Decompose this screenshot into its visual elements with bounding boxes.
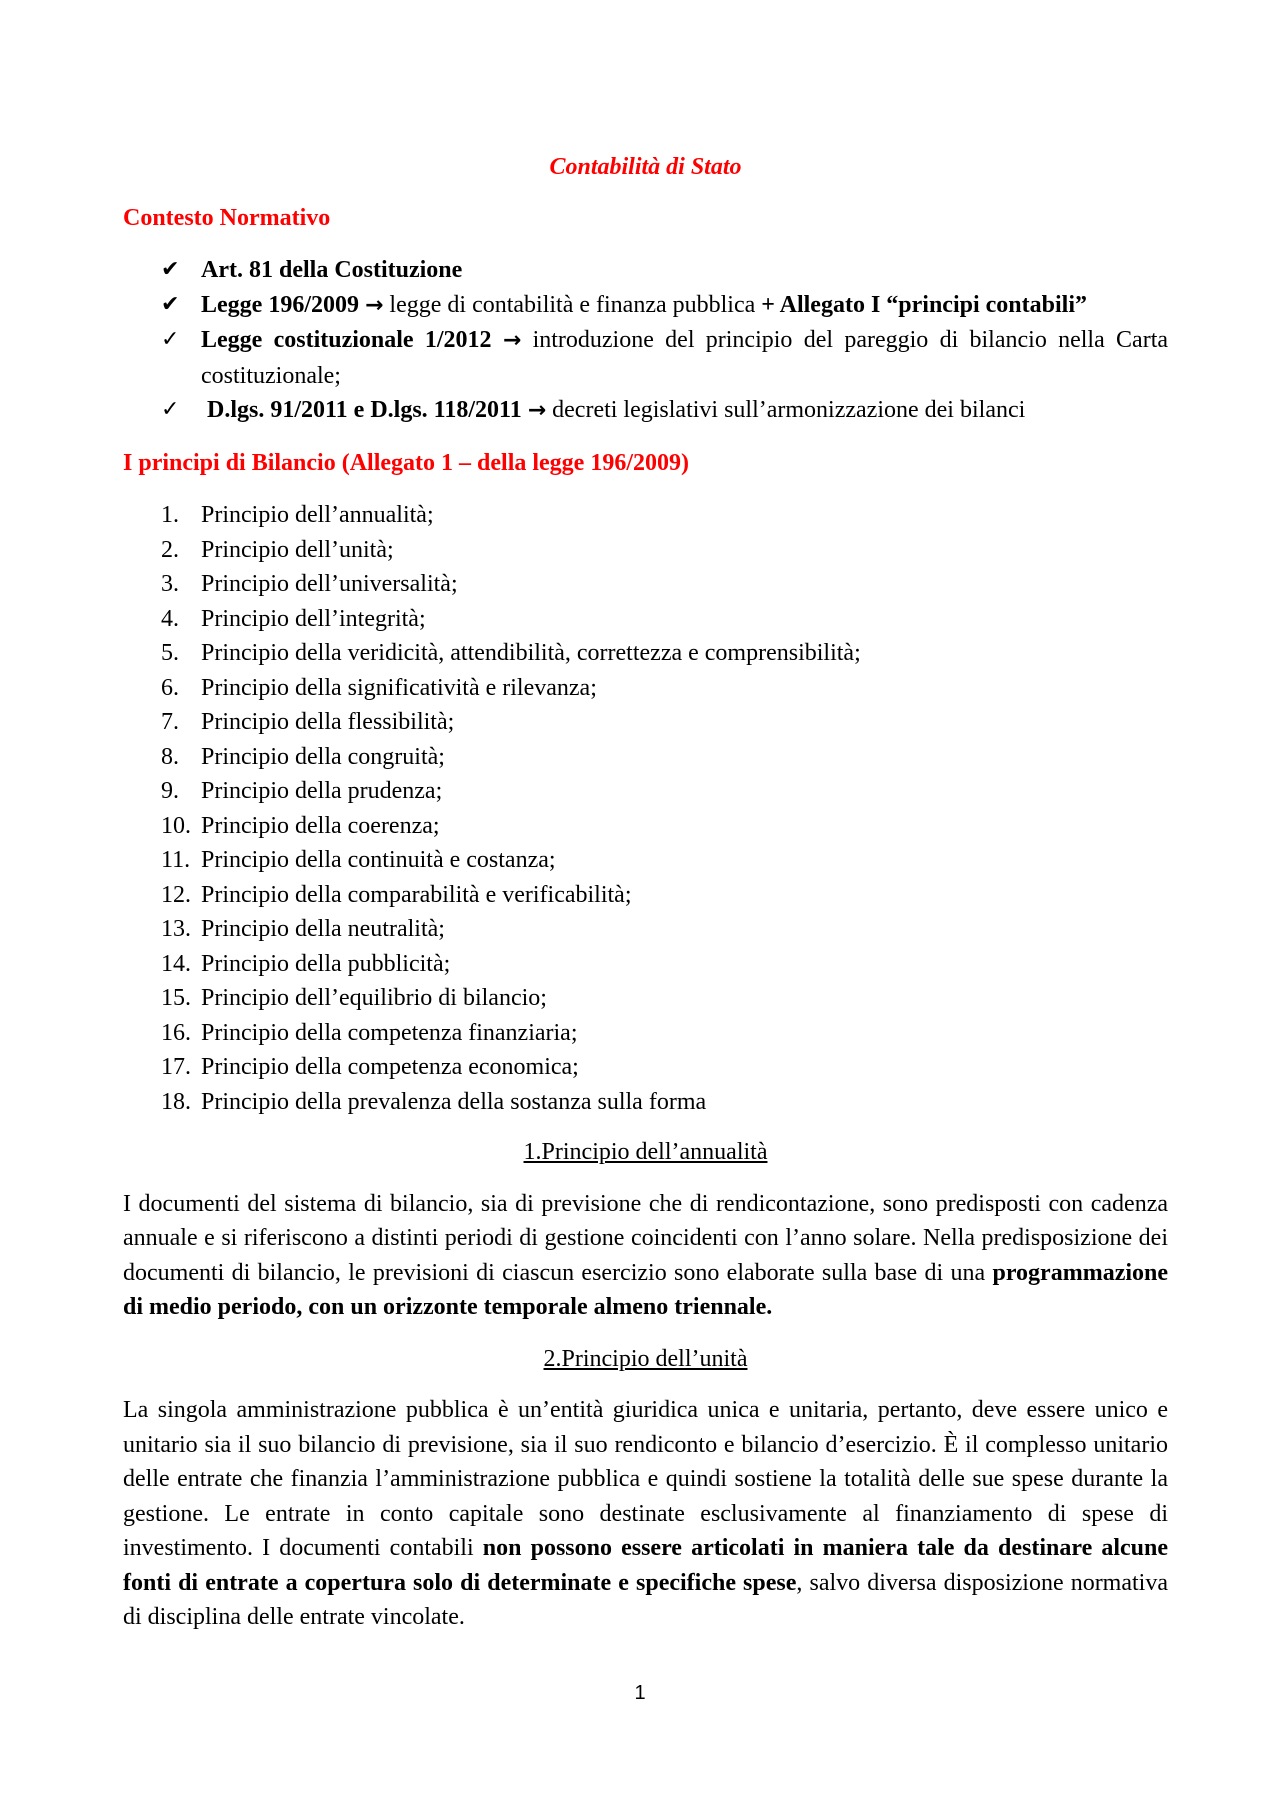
principle-number: 5. [161, 640, 179, 666]
context-item-dlgs [123, 393, 1168, 429]
principle-number: 16. [161, 1019, 191, 1046]
principle-label: Principio della prudenza; [201, 778, 443, 804]
arrow-right-icon: → [527, 398, 547, 423]
principle-number: 7. [161, 709, 179, 735]
principle-item [123, 671, 1168, 706]
principle-number: 1. [161, 502, 179, 528]
principle-label: Principio della neutralità; [201, 916, 445, 942]
context-list [123, 253, 1168, 429]
check-icon: ✓ [161, 397, 180, 422]
principle-item [123, 912, 1168, 947]
principle-label: Principio della coerenza; [201, 812, 440, 839]
principle-number: 14. [161, 950, 191, 977]
principle-number: 15. [161, 985, 191, 1011]
principle-label: Principio della continuità e costanza; [201, 847, 556, 873]
principle-item [123, 740, 1168, 775]
check-icon: ✓ [161, 327, 180, 352]
principle-number: 8. [161, 743, 179, 770]
principle-number: 6. [161, 674, 179, 701]
principle-number: 2. [161, 536, 179, 563]
paragraph-text: I documenti del sistema di bilancio, sia di previsione che di rendicontazione, sono predisposti con cadenza annuale e si riferiscono a distinti periodi di gestione coincidenti con l’anno solare. Nella predisposizione dei documenti di bilancio, le previsioni di ciascun esercizio sono elaborate sulla base di una [123, 1190, 1168, 1286]
context-item-bold-tail: + Allegato I “principi contabili” [761, 291, 1087, 318]
page-content [123, 150, 1168, 1652]
principles-heading: I principi di Bilancio (Allegato 1 – della legge 196/2009) [123, 449, 689, 476]
principle-number: 12. [161, 881, 191, 908]
section-paragraph-annualita [123, 1187, 1168, 1325]
principle-label: Principio dell’equilibrio di bilancio; [201, 985, 547, 1011]
principle-item [123, 636, 1168, 671]
principle-item [123, 981, 1168, 1016]
principle-item [123, 498, 1168, 533]
section-paragraph-unita [123, 1393, 1168, 1635]
principle-label: Principio della prevalenza della sostanza sulla forma [201, 1088, 707, 1115]
principle-item [123, 1085, 1168, 1120]
section-title-annualita: 1.Principio dell’annualità [523, 1139, 768, 1165]
context-item-bold: Legge 196/2009 [201, 291, 359, 318]
principle-label: Principio dell’universalità; [201, 571, 458, 597]
principle-item [123, 878, 1168, 913]
principle-label: Principio della competenza finanziaria; [201, 1019, 578, 1046]
principle-item [123, 774, 1168, 809]
check-icon: ✔ [161, 257, 180, 282]
arrow-right-icon: → [364, 292, 384, 318]
principle-label: Principio della competenza economica; [201, 1054, 579, 1080]
check-icon: ✔ [161, 291, 180, 317]
principle-item [123, 809, 1168, 844]
principle-number: 9. [161, 778, 179, 804]
context-item-text: introduzione del principio del pareggio di bilancio nella Carta costituzionale; [201, 327, 1169, 389]
principle-item [123, 567, 1168, 602]
principles-list [123, 498, 1168, 1119]
principle-number: 13. [161, 916, 191, 942]
principle-number: 4. [161, 605, 179, 632]
principle-item [123, 1050, 1168, 1085]
principle-label: Principio dell’annualità; [201, 502, 434, 528]
principle-label: Principio della congruità; [201, 743, 445, 770]
paragraph-bold: programmazione di medio periodo, con un orizzonte temporale almeno triennale. [123, 1259, 1169, 1320]
paragraph-tail: , salvo diversa disposizione normativa di disciplina delle entrate vincolate. [123, 1569, 1168, 1630]
principle-item [123, 533, 1168, 568]
principle-number: 10. [161, 812, 191, 839]
context-item-bold: D.lgs. 91/2011 e D.lgs. 118/2011 [207, 397, 522, 423]
principle-item [123, 602, 1168, 637]
principle-item [123, 947, 1168, 982]
context-item-art81 [123, 253, 1168, 288]
context-item-bold: Legge costituzionale 1/2012 [201, 327, 492, 353]
principle-label: Principio dell’integrità; [201, 605, 426, 632]
context-item-legge-costituzionale [123, 323, 1168, 393]
page-number: 1 [634, 1682, 646, 1704]
principle-item [123, 1016, 1168, 1051]
context-item-text: legge di contabilità e finanza pubblica [389, 291, 756, 318]
document-title: Contabilità di Stato [549, 154, 742, 180]
principle-number: 18. [161, 1088, 191, 1115]
principle-item [123, 843, 1168, 878]
principle-number: 11. [161, 847, 191, 873]
paragraph-text: La singola amministrazione pubblica è un’entità giuridica unica e unitaria, pertanto, deve essere unico e unitario sia il suo bilancio di previsione, sia il suo rendiconto e bilancio d’esercizio. È il complesso unitario delle entrate che finanzia l’amministrazione pubblica e quindi sostiene la totalità delle sue spese durante la gestione. Le entrate in conto capitale sono destinate esclusivamente al finanziamento di spese di investimento. I documenti contabili [123, 1397, 1168, 1561]
paragraph-bold: non possono essere articolati in maniera tale da destinare alcune fonti di entrate a copertura solo di determinate e specifiche spese [123, 1535, 1169, 1596]
principle-item [123, 705, 1168, 740]
section-title-unita: 2.Principio dell’unità [543, 1345, 748, 1372]
principle-label: Principio della comparabilità e verificabilità; [201, 881, 632, 908]
principle-label: Principio della flessibilità; [201, 709, 455, 735]
arrow-right-icon: → [502, 328, 522, 353]
context-heading: Contesto Normativo [123, 204, 331, 231]
principle-number: 3. [161, 571, 179, 597]
principle-number: 17. [161, 1054, 191, 1080]
context-item-bold: Art. 81 della Costituzione [201, 257, 463, 283]
principle-label: Principio della veridicità, attendibilità, correttezza e comprensibilità; [201, 640, 861, 666]
principle-label: Principio dell’unità; [201, 536, 394, 563]
context-item-legge-196 [123, 288, 1168, 324]
principle-label: Principio della significatività e rilevanza; [201, 674, 597, 701]
principle-label: Principio della pubblicità; [201, 950, 451, 977]
context-item-text: decreti legislativi sull’armonizzazione dei bilanci [552, 397, 1026, 423]
